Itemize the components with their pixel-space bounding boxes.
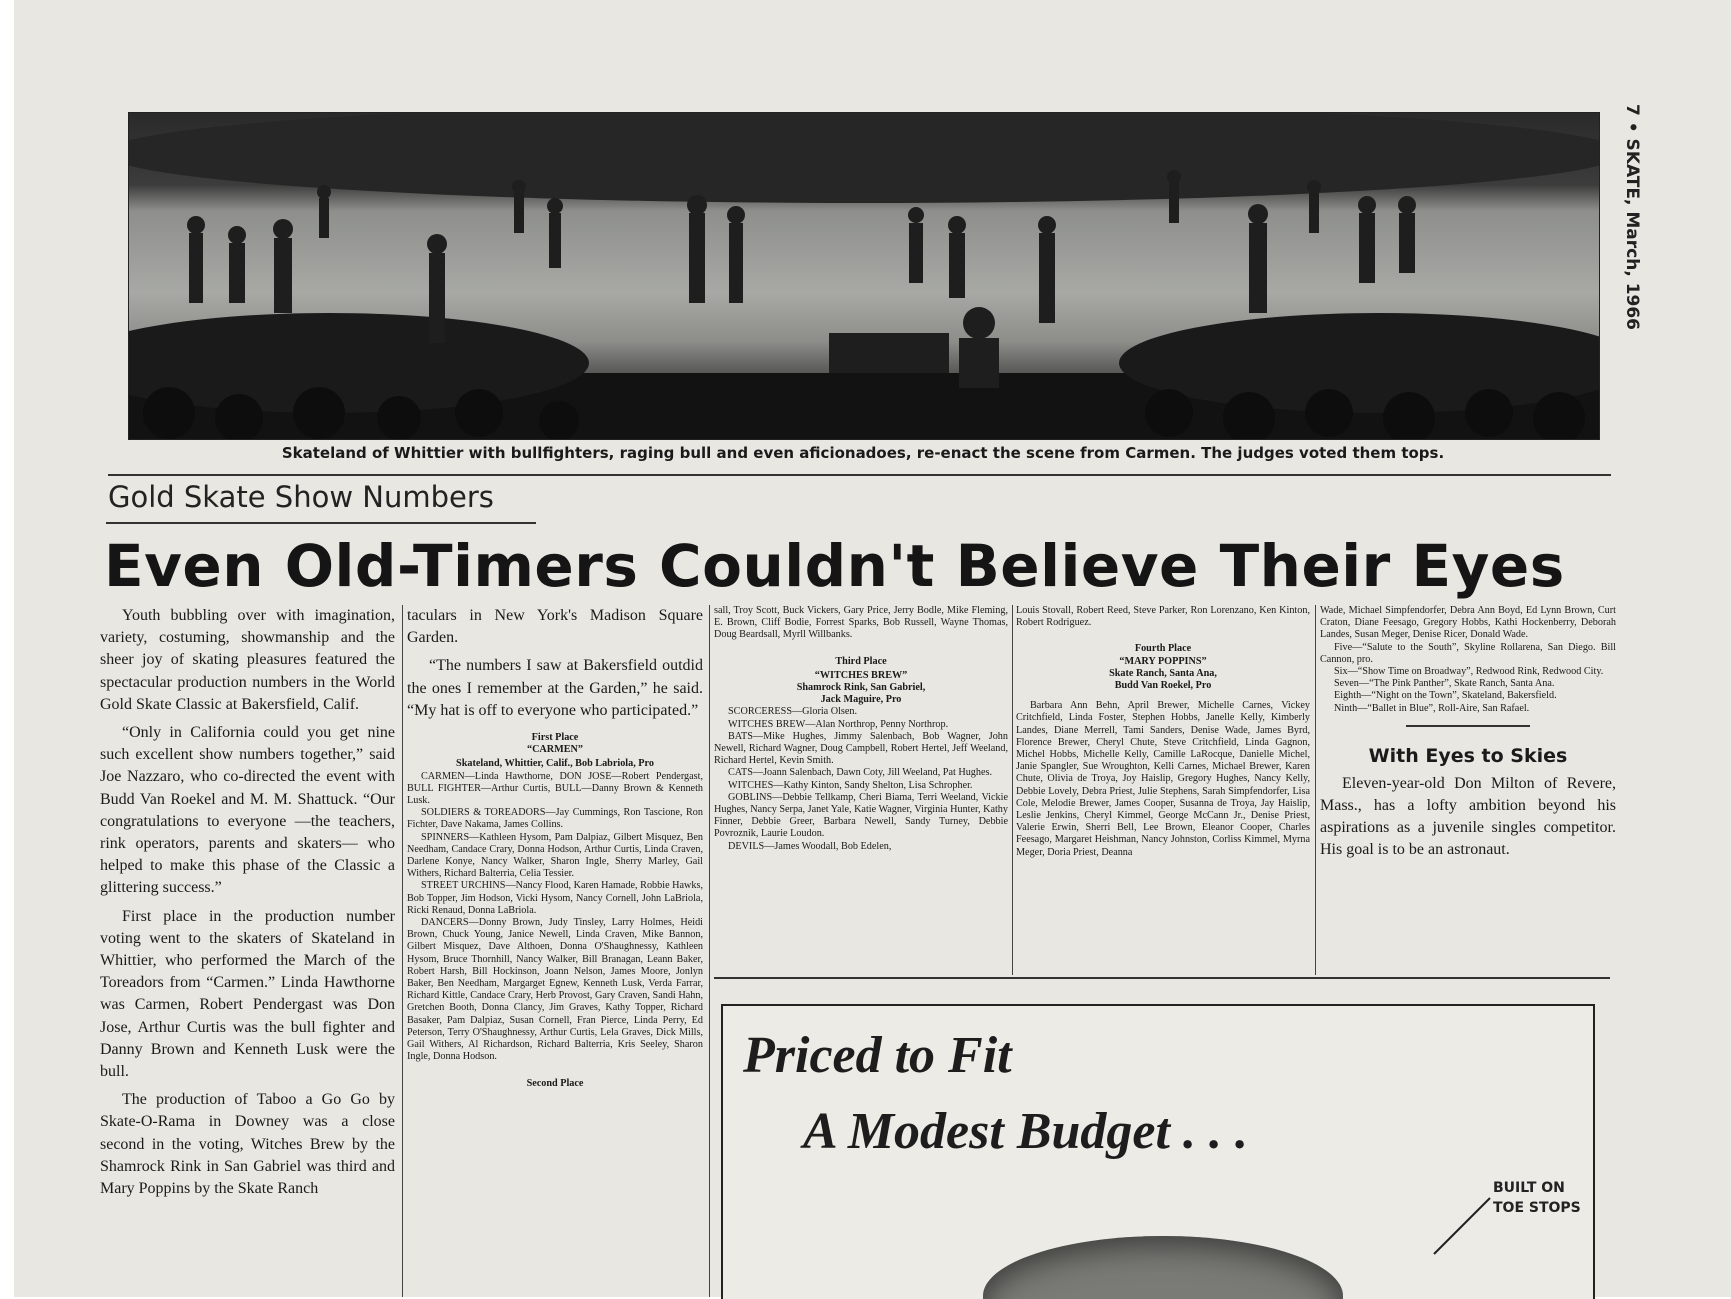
kicker-underline — [106, 522, 536, 524]
column-divider — [1315, 605, 1316, 975]
place-heading: First Place — [531, 732, 579, 744]
cast-paragraph: BATS—Mike Hughes, Jimmy Salenbach, Bob Wagner, John Newell, Richard Wagner, Doug Campbell, Robert Hertel, Jeff Weeland, Richard Hertel, Kevin Smith. — [714, 730, 1008, 767]
page-folio: 7 • SKATE, March, 1966 — [1622, 104, 1642, 331]
roller-skate-illustration — [983, 1236, 1343, 1299]
article-paragraph: The production of Taboo a Go Go by Skate-O-Rama in Downey was a close second in the voting, Witches Brew by the Shamrock Rink in San Gabriel was third and Mary Poppins by the Skate Ranch — [100, 1091, 395, 1198]
advertisement — [721, 1004, 1595, 1299]
cast-paragraph: sall, Troy Scott, Buck Vickers, Gary Price, Jerry Bodle, Mike Fleming, E. Brown, Cliff Bodie, Forrest Sparks, Bob Russell, Wayne Thomas, Doug Beardsall, Myrll Willbanks. — [714, 605, 1008, 641]
ranking-line: Five—“Salute to the South”, Skyline Rollarena, San Diego. Bill Cannon, pro. — [1320, 641, 1616, 665]
cast-paragraph: CARMEN—Linda Hawthorne, DON JOSE—Robert Pendergast, BULL FIGHTER—Arthur Curtis, BULL—Danny Brown & Kenneth Lusk. — [407, 770, 703, 807]
eyes-to-skies-body: Eleven-year-old Don Milton of Revere, Mass., has a lofty ambition beyond his aspirations as a juvenile singles competitor. His goal is to be an astronaut. — [1320, 774, 1616, 859]
rink-credit: Shamrock Rink, San Gabriel, — [796, 682, 926, 694]
cast-paragraph: DANCERS—Donny Brown, Judy Tinsley, Larry Holmes, Heidi Brown, Chuck Young, Janice Newell, Linda Craven, Mike Bannon, Gilbert Misquez, Dave Althoen, Donna O'Shaughnessy, Kathleen Hysom, Bruce Thornhill, Nancy Walker, Bill Branagan, Leann Baker, Robert Harsh, Bill Hockinson, Joann Nelson, James Moore, Jonlyn Baker, Ben Needham, Margarget Egnew, Kenneth Lusk, Verda Farrar, Richard Kittle, Candace Crary, Herb Provost, Gary Craven, Sandi Hahn, Gretchen Booth, Donna Clancy, Jim Graves, Kathy Topper, Richard Basaker, Pam Dalpiaz, Susan Cornell, Fran Pierce, Linda Perry, Ed Peterson, Terry O'Shaughnessy, Arthur Curtis, Lela Graves, Dick Mills, Gail Withers, Al Richardson, Richard Balterria, Kris Seeley, Sharon Ingle, Donna Hodson. — [407, 917, 703, 1063]
rink-scene-graphic — [129, 113, 1599, 439]
article-paragraph: “Only in California could you get nine such excellent show numbers together,” said Joe Nazzaro, who co-directed the event with Budd Van Roekel and M. M. Shattuck. “Our congratulations to everyone —the teachers, rink operators, parents and skaters— who helped to make this phase of the Classic a glittering success.” — [100, 724, 395, 897]
cast-paragraph: SOLDIERS & TOREADORS—Jay Cummings, Ron Tascione, Ron Fichter, Dave Nakama, James Collins. — [407, 807, 703, 831]
cast-paragraph: DEVILS—James Woodall, Bob Edelen, — [728, 840, 892, 852]
rink-credit: Skate Ranch, Santa Ana, — [1109, 667, 1217, 679]
article-paragraph: Youth bubbling over with imagination, variety, costuming, showmanship and the sheer joy of skating pleasures featured the spectacular production numbers in the World Gold Skate Classic at Bakersfield, Calif. — [100, 607, 395, 713]
ranking-line: Seven—“The Pink Panther”, Skate Ranch, Santa Ana. — [1334, 678, 1555, 690]
main-headline: Even Old-Timers Couldn't Believe Their Eyes — [104, 532, 1565, 600]
place-heading: Second Place — [526, 1077, 584, 1089]
cast-paragraph: SCORCERESS—Gloria Olsen. — [728, 706, 858, 718]
column-divider — [402, 605, 403, 1297]
cast-paragraph: CATS—Joann Salenbach, Dawn Coty, Jill Weeland, Pat Hughes. — [728, 767, 993, 779]
article-column-3 — [714, 605, 1008, 975]
ad-callout-line: TOE STOPS — [1493, 1200, 1581, 1216]
number-title: “MARY POPPINS” — [1119, 655, 1207, 667]
ranking-line: Six—“Show Time on Broadway”, Redwood Rink, Redwood City. — [1334, 666, 1604, 678]
article-paragraph: “The numbers I saw at Bakersfield outdid the ones I remember at the Garden,” he said. “My hat is off to everyone who participated.” — [407, 657, 703, 719]
cast-paragraph: SPINNERS—Kathleen Hysom, Pam Dalpiaz, Gilbert Misquez, Ben Needham, Candace Crary, Donna Hodson, Arthur Curtis, Linda Craven, Darlene Konye, Nancy Walker, Sharon Ingle, Sherry Marley, Gail Withers, Richard Balterria, Celia Tessier. — [407, 831, 703, 880]
skating-photo — [128, 112, 1600, 440]
pro-credit: Budd Van Roekel, Pro — [1114, 680, 1212, 692]
article-column-2 — [407, 605, 703, 1297]
ad-headline-line2: A Modest Budget . . . — [803, 1103, 1248, 1160]
pro-credit: Jack Maguire, Pro — [820, 694, 902, 706]
section-rule — [1406, 725, 1530, 727]
cast-paragraph: WITCHES—Kathy Kinton, Sandy Shelton, Lisa Schropher. — [728, 779, 973, 791]
ad-headline-line1: Priced to Fit — [743, 1027, 1012, 1084]
eyes-to-skies-heading: With Eyes to Skies — [1368, 744, 1568, 767]
kicker-headline: Gold Skate Show Numbers — [108, 480, 494, 514]
cast-paragraph: Louis Stovall, Robert Reed, Steve Parker, Ron Lorenzano, Ken Kinton, Robert Rodriguez. — [1016, 605, 1310, 629]
ad-callout — [1493, 1178, 1583, 1218]
pointer-line-icon — [1428, 1192, 1498, 1262]
number-title: “WITCHES BREW” — [814, 669, 908, 681]
cast-paragraph: Barbara Ann Behn, April Brewer, Michelle Carnes, Vickey Critchfield, Linda Foster, Stephen Hobbs, Janelle Kelly, Kimberly Landes, Diane Merrell, Tami Sanders, Denise Wade, James Byrd, Florence Brewer, Cheryl Chute, Steve Critchfield, Linda Gagnon, Michel Hobbs, Michelle Kelly, Camille LaRocque, Danielle Michel, Janie Spangler, Sue Wroughton, Kelli Carnes, Michael Brewer, Karen Chute, Olivia de Troya, Joy Haislip, Gregory Hughes, Nancy Kelly, Debbie Lovely, Debra Priest, Julie Stephens, Sarah Simpfendorfer, Lisa Cole, Melodie Brewer, James Cooper, Susanna de Troya, Jay Haislip, Leslie Jenkins, Cheryl Kimmel, George McCann Jr., Denise Priest, Valerie Erwin, Sherri Bell, Lee Brown, Eleanor Cooper, Charles Feesago, Margaret Heishman, Nancy Johnston, Corliss Kimmel, Myrna Meger, Doria Priest, Deanna — [1016, 700, 1310, 858]
ranking-line: Ninth—“Ballet in Blue”, Roll-Aire, San Rafael. — [1334, 702, 1530, 714]
article-column-5 — [1320, 605, 1616, 975]
number-title: “CARMEN” — [526, 744, 584, 756]
place-heading: Third Place — [835, 655, 887, 667]
cast-paragraph: WITCHES BREW—Alan Northrop, Penny Northrop. — [728, 718, 949, 730]
article-column-4 — [1016, 605, 1310, 975]
section-divider — [714, 977, 1610, 979]
ad-callout-line: BUILT ON — [1493, 1180, 1565, 1196]
ranking-line: Eighth—“Night on the Town”, Skateland, Bakersfield. — [1334, 690, 1557, 702]
rink-credit: Skateland, Whittier, Calif., Bob Labriola, Pro — [456, 758, 654, 770]
column-divider — [1012, 605, 1013, 975]
article-paragraph: taculars in New York's Madison Square Garden. — [407, 607, 703, 647]
cast-paragraph: GOBLINS—Debbie Tellkamp, Cheri Biama, Terri Weeland, Vickie Hughes, Nancy Serpa, Janet Yale, Katie Wagner, Virginia Hunter, Kathy Finner, Debbie Greer, Barbara Newell, Sandy Turney, Debbie Povroznik, Laurie Loudon. — [714, 791, 1008, 840]
cast-paragraph: Wade, Michael Simpfendorfer, Debra Ann Boyd, Ed Lynn Brown, Curt Craton, Diane Feesago, Gregory Hobbs, Kathi Hockenberry, Deborah Landes, Susan Meger, Denise Ricer, Donald Wade. — [1320, 605, 1616, 641]
photo-caption: Skateland of Whittier with bullfighters, raging bull and even aficionadoes, re-enact the scene from Carmen. The judges voted them tops. — [281, 444, 1445, 462]
place-heading: Fourth Place — [1134, 643, 1192, 655]
caption-rule — [108, 474, 1611, 476]
article-paragraph: First place in the production number voting went to the skaters of Skateland in Whittier, who performed the March of the Toreadors from “Carmen.” Linda Hawthorne was Carmen, Robert Pendergast was Don Jose, Arthur Curtis was the bull fighter and Danny Brown and Kenneth Lusk were the bull. — [100, 907, 395, 1081]
article-column-1 — [100, 605, 395, 1297]
cast-paragraph: STREET URCHINS—Nancy Flood, Karen Hamade, Robbie Hawks, Bob Topper, Jim Hodson, Vicki Hysom, Nancy Cornell, John LaBriola, Ricki Renaud, Donna LaBriola. — [407, 880, 703, 916]
column-divider — [709, 605, 710, 1297]
